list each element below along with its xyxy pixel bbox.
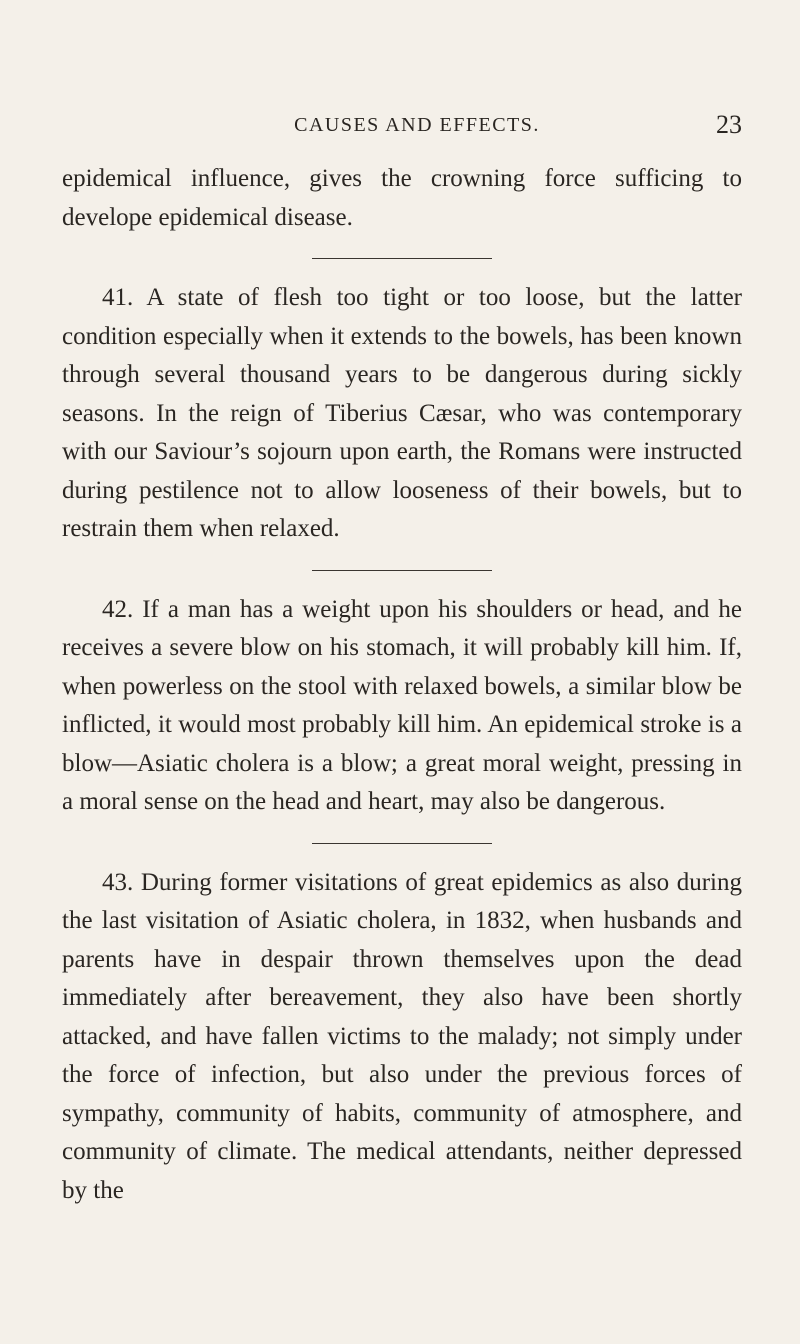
running-title: CAUSES AND EFFECTS. [294, 114, 540, 136]
running-head [62, 110, 742, 140]
section-divider [312, 258, 492, 259]
paragraph-42: 42. If a man has a weight upon his shoulders or head, and he receives a severe blow on his stomach, it will probably kill him. If, when powerless on the stool with relaxed bowels, a similar blow be inflicted, it would most probably kill him. An epidemical stroke is a blow—Asiatic cholera is a blow; a great moral weight, pressing in a moral sense on the head and heart, may also be dangerous. [62, 595, 742, 815]
section-divider [312, 570, 492, 571]
paragraph-continuation: epidemical influence, gives the crowning force sufficing to develope epidemical disease. [62, 165, 742, 231]
paragraph-43: 43. During former visitations of great epidemics as also during the last visitation of Asiatic cholera, in 1832, when husbands and parents have in despair thrown themselves upon the dead immediately after bereavement, they also have been shortly attacked, and have fallen victims to the malady; not simply under the force of infection, but also under the previous forces of sympathy, community of habits, community of atmosphere, and community of climate. The medical attendants, neither depressed by the [62, 868, 742, 1204]
page-number: 23 [716, 110, 742, 139]
section-divider [312, 843, 492, 844]
paragraph-41: 41. A state of flesh too tight or too loose, but the latter condition especially when it extends to the bowels, has been known through several thousand years to be dangerous during sickly seasons. In the reign of Tiberius Cæsar, who was contemporary with our Saviour’s sojourn upon earth, the Romans were instructed during pestilence not to allow looseness of their bowels, but to restrain them when relaxed. [62, 284, 742, 542]
body-text [62, 160, 742, 1210]
